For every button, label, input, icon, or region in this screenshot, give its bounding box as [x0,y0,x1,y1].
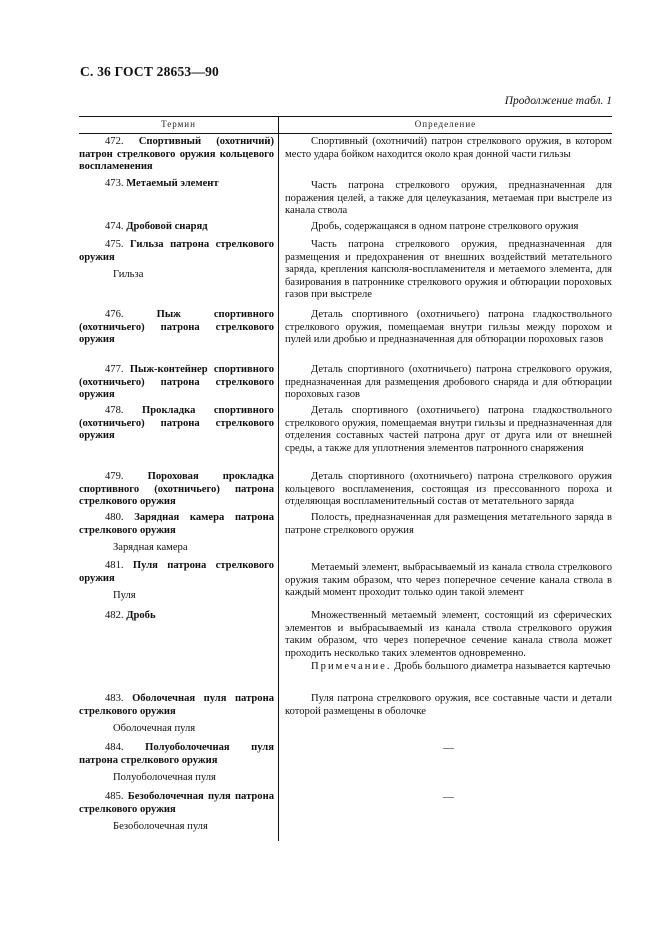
term-475: 475. Гильза патрона стрелкового оружия [79,239,274,263]
definition-478: Деталь спортивного (охотничьего) патрона гладкоствольного стрелкового оружия, помещаемая внутри гильзы и предназначенная для отделения составных частей патрона друг от друга или от внешней среды, а также для уплотнения элементов патронного снаряжения [285,405,612,454]
terms-table [79,116,612,841]
definition-477: Деталь спортивного (охотничьего) патрона стрелкового оружия, предназначенная для размещения дробового снаряда и для обтюрации пороховых газов [285,364,612,401]
definition-472: Спортивный (охотничий) патрон стрелкового оружия, в котором место удара бойком находится около края донной части гильзы [285,136,612,160]
term-474: 474. Дробовой снаряд [105,221,208,232]
page-header: С. 36 ГОСТ 28653—90 [80,64,219,79]
definition-476: Деталь спортивного (охотничьего) патрона гладкоствольного стрелкового оружия, помещаемая внутри гильзы между порохом и пулей или дробью и предназначенная для обтюрации пороховых газов [285,309,612,346]
term-481: 481. Пуля патрона стрелкового оружия [79,560,275,584]
term-478: 478. Прокладка спортивного (охотничьего) патрона стрелкового оружия [79,405,274,442]
term-477: 477. Пыж-контейнер спортивного (охотничьего) патрона стрелкового оружия [79,364,274,401]
definition-481: Метаемый элемент, выбрасываемый из канала ствола стрелкового оружия таким образом, что через поперечное сечение канала ствола в каждый момент проходит только один такой элемент [285,562,612,599]
definition-475: Часть патрона стрелкового оружия, предназначенная для размещения и предохранения от внешних воздействий метательного заряда, крепления капсюля-воспламенителя и метаемого элемента, для базирования в патроннике стрелкового оружия и обтюрации пороховых газов при выстреле [285,239,612,301]
term-482: 482. Дробь [105,610,156,621]
short-term-484: Полуоболочечная пуля [113,772,216,783]
short-term-475: Гильза [113,269,144,280]
column-divider [278,116,279,841]
short-term-481: Пуля [113,590,136,601]
term-473: 473. Метаемый элемент [105,178,219,189]
definition-484: — [443,742,454,754]
definition-474: Дробь, содержащаяся в одном патроне стрелкового оружия [311,221,579,232]
short-term-485: Безоболочечная пуля [113,821,208,832]
note-482: Примечание. Дробь большого диаметра называется картечью [311,661,611,672]
definition-485: — [443,791,454,803]
definition-473: Часть патрона стрелкового оружия, предназначенная для поражения целей, а также для целеуказания, метаемая при выстреле из канала ствола [285,180,612,217]
table-top-rule [79,116,612,117]
table-continuation-label: Продолжение табл. 1 [504,95,612,107]
column-header-term: Термин [161,119,196,129]
term-472: 472. Спортивный (охотничий) патрон стрелкового оружия кольцевого воспламенения [79,136,274,173]
definition-480: Полость, предназначенная для размещения метательного заряда в патроне стрелкового оружия [285,512,612,536]
column-header-definition: Определение [414,119,477,129]
term-476: 476. Пыж спортивного (охотничьего) патрона стрелкового оружия [79,309,274,346]
term-479: 479. Пороховая прокладка спортивного (охотничьего) патрона стрелкового оружия [79,471,274,508]
definition-483: Пуля патрона стрелкового оружия, все составные части и детали которой размещены в оболочке [285,693,612,717]
short-term-480: Зарядная камера [113,542,188,553]
table-header-rule [79,133,612,134]
definition-482: Множественный метаемый элемент, состоящий из сферических элементов и выбрасываемый из канала ствола стрелкового оружия таким образом, что через поперечное сечение канала ствола может проходить несколько таких элементов одновременно. [285,610,612,659]
term-483: 483. Оболочечная пуля патрона стрелкового оружия [79,693,274,717]
term-480: 480. Зарядная камера патрона стрелкового оружия [79,512,274,536]
term-484: 484. Полуоболочечная пуля патрона стрелкового оружия [79,742,274,766]
definition-479: Деталь спортивного (охотничьего) патрона стрелкового оружия кольцевого воспламенения, состоящая из прессованного пороха и отделяющая воспламенительный состав от метательного заряда [285,471,612,508]
term-485: 485. Безоболочечная пуля патрона стрелкового оружия [79,791,274,815]
short-term-483: Оболочечная пуля [113,723,196,734]
